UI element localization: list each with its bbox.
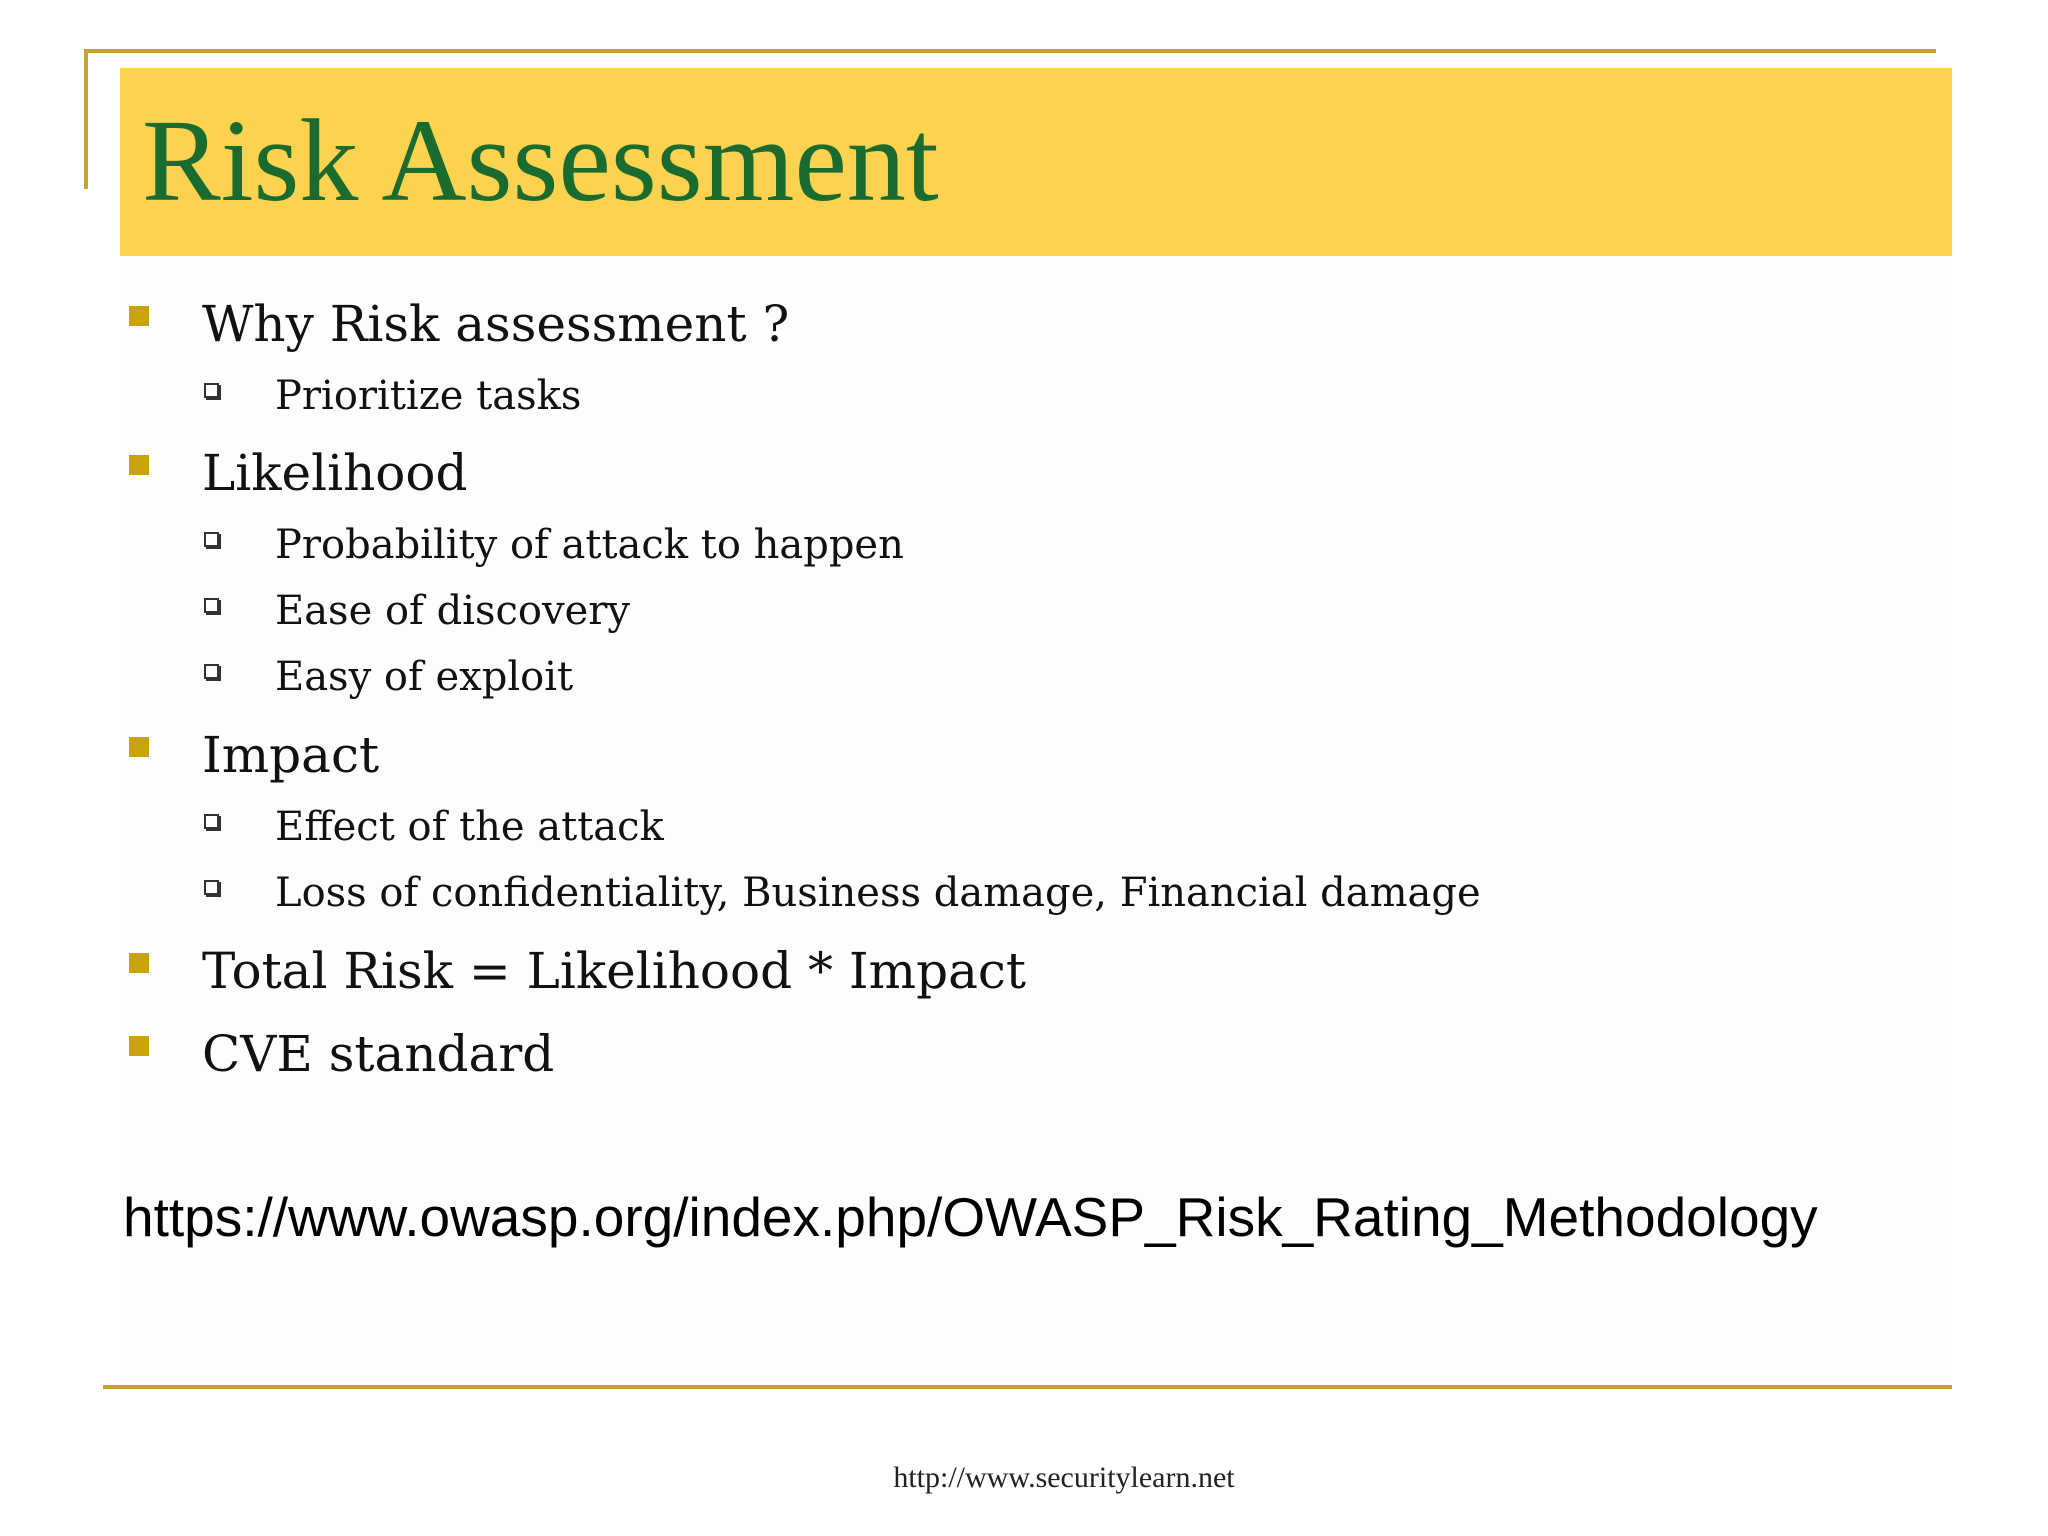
bullet-item: Why Risk assessment ? <box>202 295 790 353</box>
hollow-square-bullet-icon <box>204 880 219 895</box>
slide-title: Risk Assessment <box>142 95 939 226</box>
sub-bullet-item: Effect of the attack <box>275 804 664 850</box>
hollow-square-bullet-icon <box>204 664 219 679</box>
hollow-square-bullet-icon <box>204 814 219 829</box>
footer-url: http://www.securitylearn.net <box>893 1461 1235 1494</box>
filled-square-bullet-icon <box>129 1036 149 1056</box>
hollow-square-bullet-icon <box>204 532 219 547</box>
bullet-item: Total Risk = Likelihood * Impact <box>202 942 1026 1000</box>
sub-bullet-item: Loss of confidentiality, Business damage, Financial damage <box>275 870 1481 916</box>
filled-square-bullet-icon <box>129 737 149 757</box>
sub-bullet-item: Easy of exploit <box>275 654 574 700</box>
filled-square-bullet-icon <box>129 306 149 326</box>
reference-url: https://www.owasp.org/index.php/OWASP_Risk_Rating_Methodology <box>123 1186 1818 1248</box>
bullet-item: Impact <box>202 726 380 784</box>
bullet-item: Likelihood <box>202 444 468 502</box>
filled-square-bullet-icon <box>129 953 149 973</box>
sub-bullet-item: Probability of attack to happen <box>275 522 904 568</box>
sub-bullet-item: Prioritize tasks <box>275 373 582 419</box>
hollow-square-bullet-icon <box>204 598 219 613</box>
filled-square-bullet-icon <box>129 455 149 475</box>
bullet-item: CVE standard <box>202 1025 555 1083</box>
footer-rule <box>103 1385 1952 1389</box>
hollow-square-bullet-icon <box>204 383 219 398</box>
sub-bullet-item: Ease of discovery <box>275 588 630 634</box>
